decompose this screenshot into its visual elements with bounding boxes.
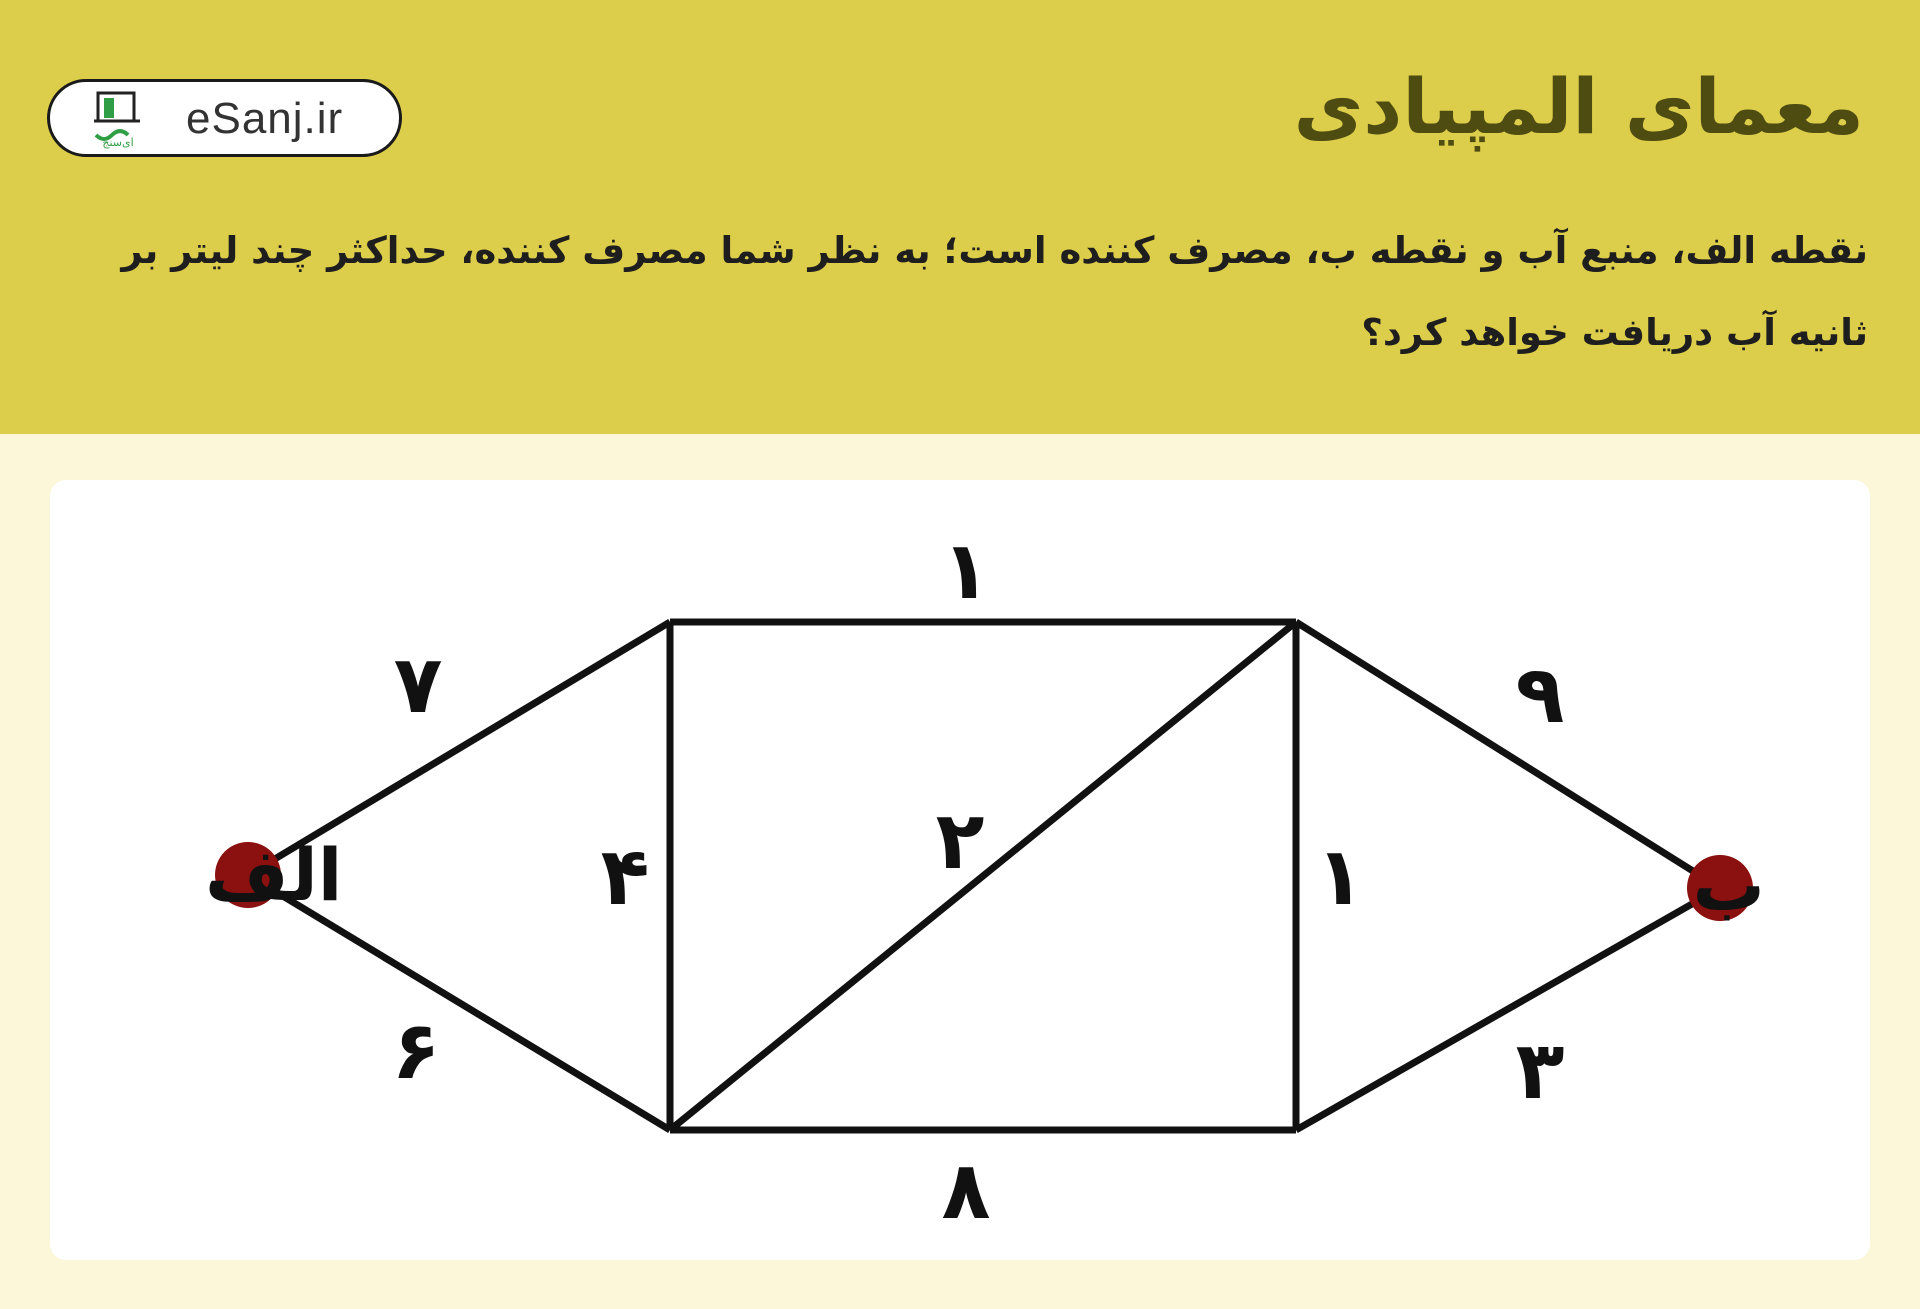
edge-label-tr-br: ۱ <box>1315 830 1365 923</box>
node-label-b: ب <box>1692 843 1765 927</box>
svg-text:ای‌سنج: ای‌سنج <box>102 136 134 149</box>
brand-url: eSanj.ir <box>186 94 344 143</box>
edge-label-tr-b: ۹ <box>1515 648 1565 741</box>
edge-label-a-bl: ۶ <box>391 1004 441 1097</box>
edge-label-bl-br: ۸ <box>941 1144 991 1237</box>
edge-br-b <box>1296 888 1720 1130</box>
edge-label-br-b: ۳ <box>1515 1024 1565 1117</box>
node-label-a: الف <box>205 833 343 917</box>
question-text: نقطه الف، منبع آب و نقطه ب، مصرف کننده است؛ به نظر شما مصرف کننده، حداکثر چند لیتر بر ثانیه آب دریافت خواهد کرد؟ <box>121 229 1868 354</box>
edge-label-a-tl: ۷ <box>393 638 443 731</box>
nodes-group <box>205 833 1765 927</box>
edge-label-tl-tr: ۱ <box>941 524 991 617</box>
edge-label-tl-bl: ۴ <box>600 830 650 923</box>
page-title: معمای المپیادی <box>1293 62 1864 151</box>
edge-label-bl-tr: ۲ <box>935 794 985 887</box>
